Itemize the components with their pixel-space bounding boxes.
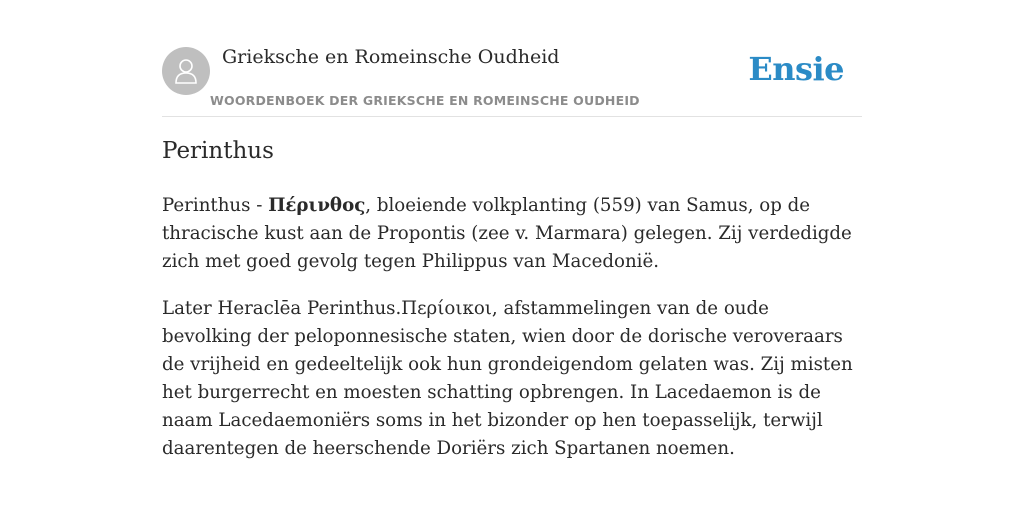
ensie-logo[interactable]: Ensie bbox=[748, 50, 844, 88]
user-icon bbox=[172, 56, 200, 86]
page-container bbox=[162, 0, 862, 459]
entry-paragraph-2: Later Heraclēa Perinthus.Περίοικοι, afstammelingen van de oude bevolking der peloponnesische staten, wien door de dorische veroveraars de vrijheid en gedeeltelijk ook hun grondeigendom gelaten was. Zij misten het burgerrecht en moesten schatting opbrengen. In Lacedaemon is de naam Lacedaemoniërs soms in het bizonder op hen toepasselijk, terwijl daarentegen de heerschende Doriërs zich Spartanen noemen. bbox=[162, 298, 853, 459]
entry-title: Perinthus bbox=[162, 138, 274, 164]
source-avatar[interactable] bbox=[162, 47, 210, 95]
paragraph-lead: Perinthus - bbox=[162, 195, 269, 216]
header bbox=[162, 0, 862, 117]
paragraph-text: , bloeiende volkplanting (559) van Samus, op de thracische kust aan de Propontis (zee v. Marmara) gelegen. Zij verdedigde zich met goed gevolg tegen Philippus van Macedonië. bbox=[162, 195, 852, 272]
source-subtitle: WOORDENBOEK DER GRIEKSCHE EN ROMEINSCHE OUDHEID bbox=[210, 93, 640, 108]
greek-term: Πέρινθος bbox=[268, 195, 366, 216]
entry-paragraph-1 bbox=[162, 192, 862, 276]
source-title[interactable]: Grieksche en Romeinsche Oudheid bbox=[222, 46, 560, 68]
